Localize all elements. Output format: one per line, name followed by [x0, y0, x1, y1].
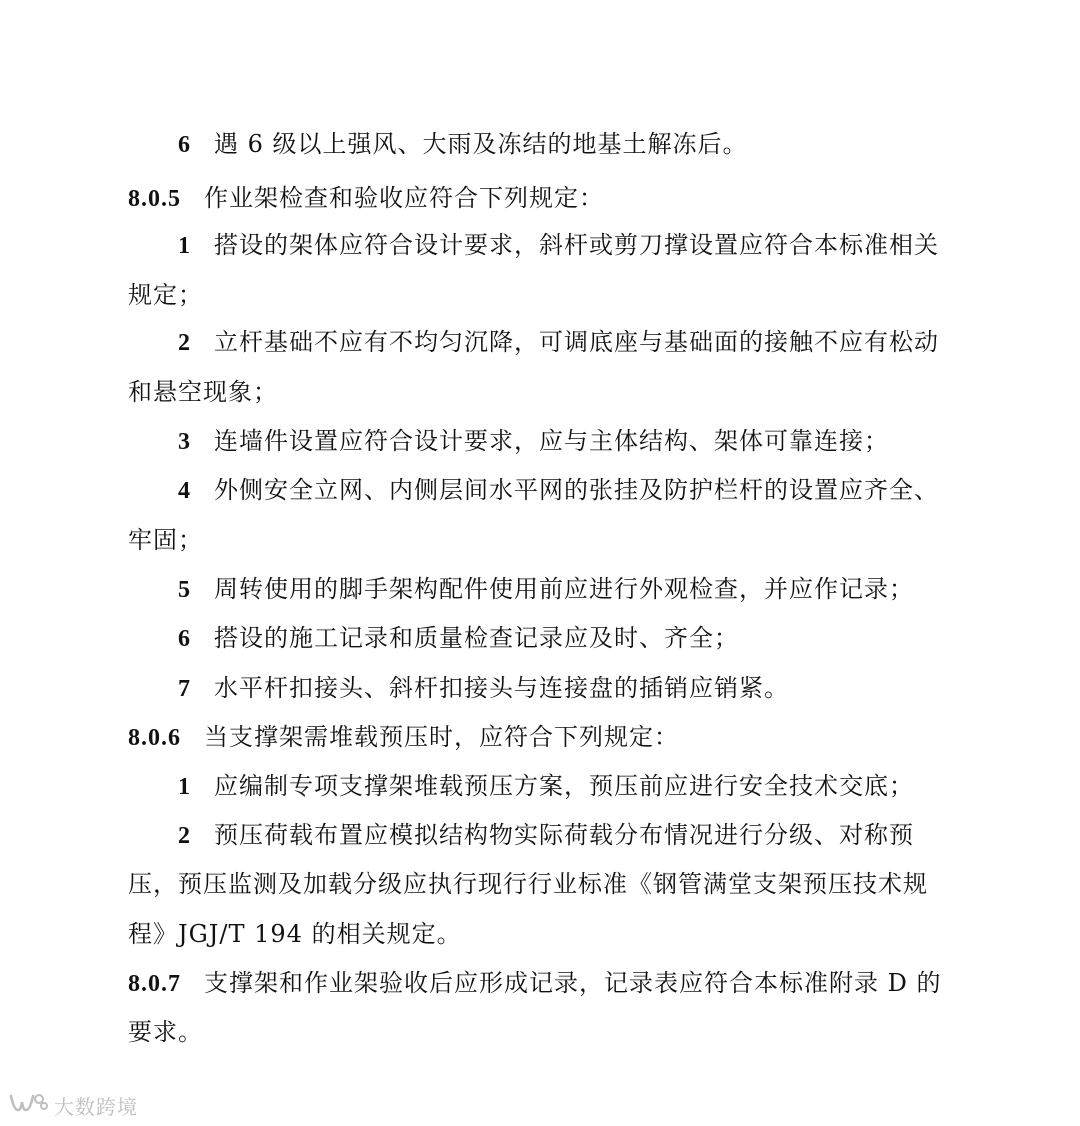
- continuation-line: [128, 1017, 203, 1047]
- continuation-text: 牢固；: [128, 526, 203, 554]
- item-line: [178, 771, 914, 802]
- continuation-text: 压，预压监测及加载分级应执行现行行业标准《钢管满堂支架预压技术规: [128, 870, 928, 898]
- clause-number: 8.0.5: [128, 186, 181, 212]
- item-number: 2: [178, 823, 191, 849]
- item-line: [178, 426, 889, 457]
- item-text: 立杆基础不应有不均匀沉降，可调底座与基础面的接触不应有松动: [214, 328, 939, 356]
- clause-text: 作业架检查和验收应符合下列规定：: [204, 184, 604, 212]
- item-text: 预压荷载布置应模拟结构物实际荷载分布情况进行分级、对称预: [214, 821, 914, 849]
- item-line: [178, 327, 939, 358]
- item-text: 搭设的施工记录和质量检查记录应及时、齐全；: [214, 624, 739, 652]
- item-line: [178, 230, 939, 261]
- item-text: 遇 6 级以上强风、大雨及冻结的地基土解冻后。: [214, 130, 748, 158]
- item-text: 连墙件设置应符合设计要求，应与主体结构、架体可靠连接；: [214, 427, 889, 455]
- clause-text: 当支撑架需堆载预压时，应符合下列规定：: [204, 723, 679, 751]
- item-line: [178, 820, 914, 851]
- clause-line: [128, 722, 679, 753]
- clause-line: [128, 968, 942, 999]
- item-number: 3: [178, 429, 191, 455]
- item-number: 1: [178, 233, 191, 259]
- item-text: 搭设的架体应符合设计要求，斜杆或剪刀撑设置应符合本标准相关: [214, 231, 939, 259]
- item-text: 外侧安全立网、内侧层间水平网的张挂及防护栏杆的设置应齐全、: [214, 476, 939, 504]
- continuation-text: 程》JGJ/T 194 的相关规定。: [128, 920, 462, 948]
- item-number: 5: [178, 577, 191, 603]
- item-number: 2: [178, 330, 191, 356]
- continuation-line: [128, 525, 203, 555]
- item-number: 1: [178, 774, 191, 800]
- clause-number: 8.0.7: [128, 971, 181, 997]
- item-line: [178, 475, 939, 506]
- item-number: 7: [178, 676, 191, 702]
- item-number: 6: [178, 132, 191, 158]
- continuation-line: [128, 869, 928, 899]
- clause-text: 支撑架和作业架验收后应形成记录，记录表应符合本标准附录 D 的: [204, 969, 942, 997]
- clause-number: 8.0.6: [128, 725, 181, 751]
- continuation-line: [128, 377, 278, 407]
- watermark: [8, 1088, 138, 1122]
- continuation-text: 和悬空现象；: [128, 378, 278, 406]
- continuation-text: 规定；: [128, 281, 203, 309]
- item-number: 6: [178, 626, 191, 652]
- item-line: [178, 623, 739, 654]
- item-number: 4: [178, 478, 191, 504]
- item-line: [178, 129, 748, 160]
- continuation-text: 要求。: [128, 1018, 203, 1046]
- continuation-line: [128, 280, 203, 310]
- continuation-line: [128, 919, 462, 949]
- clause-line: [128, 183, 604, 214]
- item-text: 周转使用的脚手架构配件使用前应进行外观检查，并应作记录；: [214, 575, 914, 603]
- item-text: 水平杆扣接头、斜杆扣接头与连接盘的插销应销紧。: [214, 674, 789, 702]
- item-line: [178, 673, 789, 704]
- item-text: 应编制专项支撑架堆载预压方案，预压前应进行安全技术交底；: [214, 772, 914, 800]
- item-line: [178, 574, 914, 605]
- wechat-channel-icon: [8, 1090, 48, 1120]
- watermark-text: 大数跨境: [54, 1094, 138, 1119]
